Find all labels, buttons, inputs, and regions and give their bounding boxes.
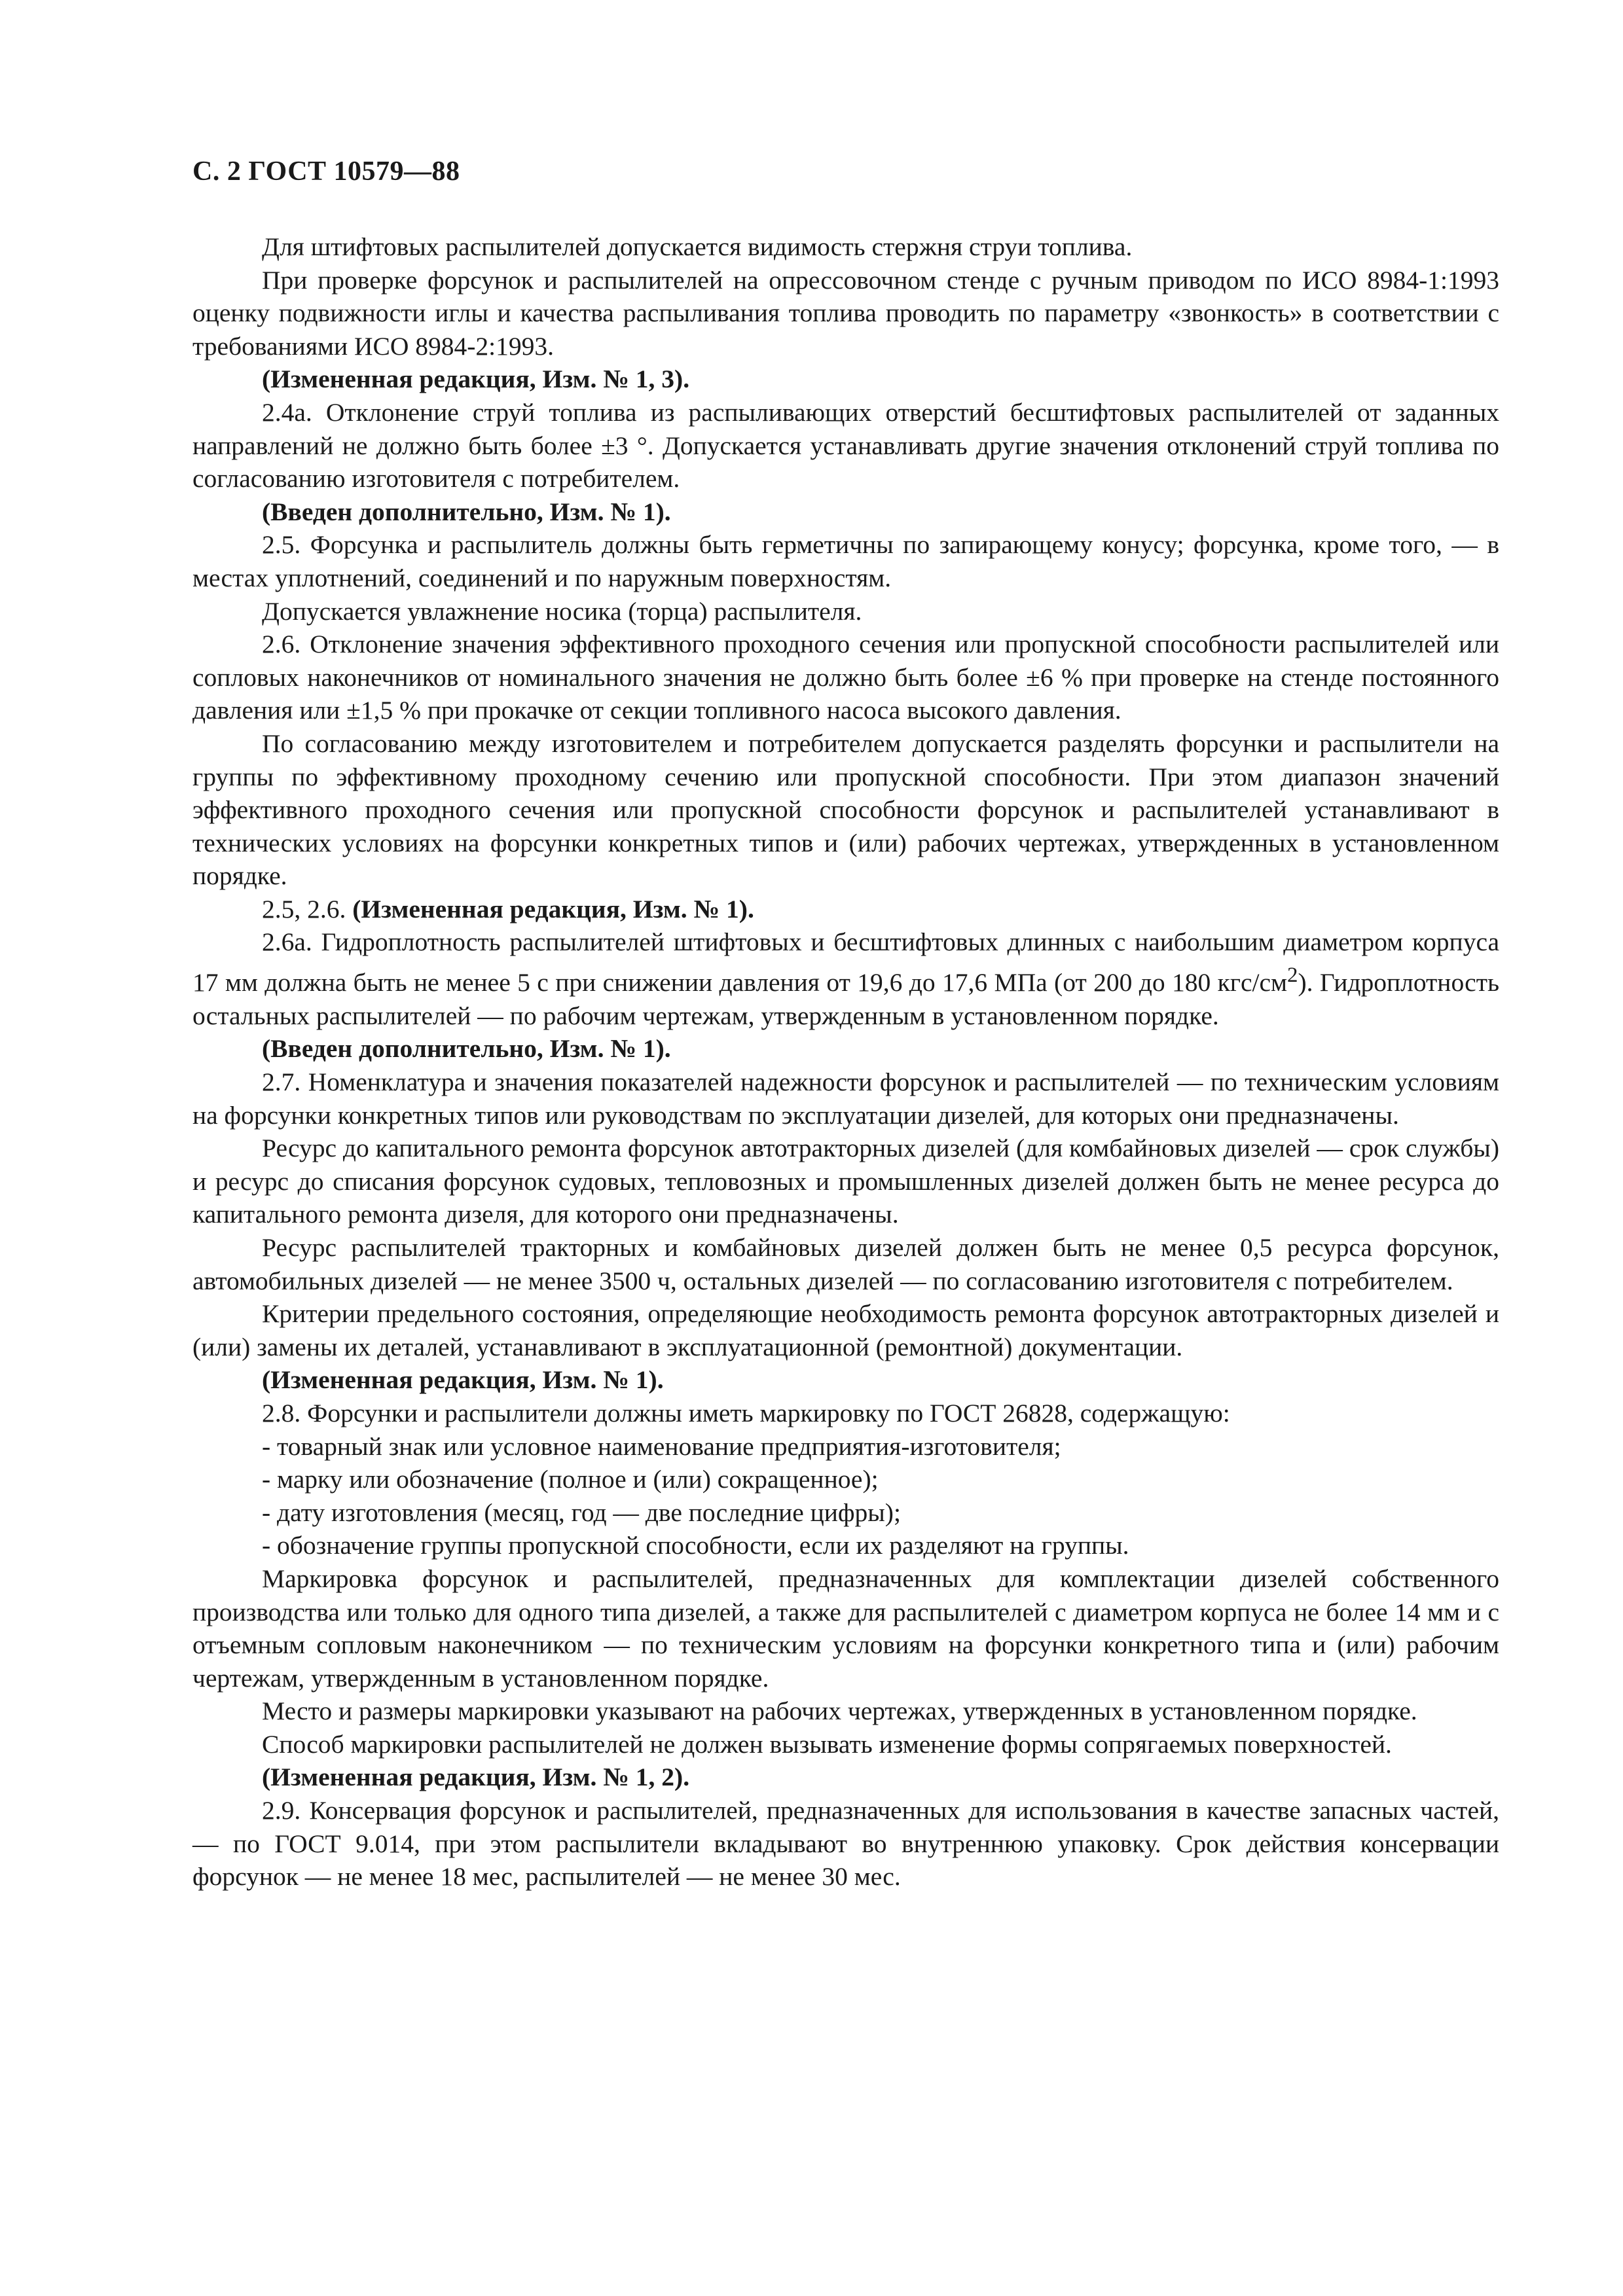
amendment-line	[192, 893, 1499, 926]
amendment-note: (Измененная редакция, Изм. № 1).	[352, 894, 754, 924]
list-item: - марку или обозначение (полное и (или) сокращенное);	[262, 1465, 879, 1494]
paragraph: Ресурс распылителей тракторных и комбайновых дизелей должен быть не менее 0,5 ресурса форсунок, автомобильных дизелей — не менее 3500 ч, остальных дизелей — по согласованию изготовителя с потребителем.	[192, 1232, 1499, 1295]
superscript: 2	[1287, 963, 1298, 988]
paragraph	[192, 925, 1499, 1032]
amendment-note: (Измененная редакция, Изм. № 1).	[262, 1365, 664, 1395]
paragraph: 2.6. Отклонение значения эффективного проходного сечения или пропускной способности распылителей или сопловых наконечников от номинального значения не должно быть более ±6 % при проверке на стенде постоянного давления или ±1,5 % при прокачке от секции топливного насоса высокого давления.	[192, 630, 1499, 725]
list-item: - товарный знак или условное наименование предприятия-изготовителя;	[262, 1431, 1061, 1461]
body-text	[192, 230, 1499, 1893]
paragraph: Маркировка форсунок и распылителей, предназначенных для комплектации дизелей собственного производства или только для одного типа дизелей, а также для распылителей с диаметром корпуса не более 14 мм и с отъемным сопловым наконечником — по техническим условиям на форсунки конкретного типа и (или) рабочим чертежам, утвержденным в установленном порядке.	[192, 1564, 1499, 1693]
paragraph: 2.5. Форсунка и распылитель должны быть герметичны по запирающему конусу; форсунка, кроме того, — в местах уплотнений, соединений и по наружным поверхностям.	[192, 530, 1499, 592]
paragraph-text: 2.6а. Гидроплотность распылителей штифтовых и бесштифтовых длинных с наибольшим диаметром корпуса 17 мм должна быть не менее 5 с при снижении давления от 19,6 до 17,6 МПа (от 200 до 180 кгс/см	[192, 927, 1499, 997]
amendment-note: (Измененная редакция, Изм. № 1, 2).	[262, 1763, 690, 1792]
amendment-note: (Измененная редакция, Изм. № 1, 3).	[262, 365, 690, 394]
paragraph: Ресурс до капитального ремонта форсунок автотракторных дизелей (для комбайновых дизелей — срок службы) и ресурс до списания форсунок судовых, тепловозных и промышленных дизелей должен быть не менее ресурса до капитального ремонта дизеля, для которого они предназначены.	[192, 1134, 1499, 1229]
list-item: - обозначение группы пропускной способности, если их разделяют на группы.	[262, 1531, 1129, 1560]
running-head: С. 2 ГОСТ 10579—88	[192, 156, 460, 187]
amendment-note: (Введен дополнительно, Изм. № 1).	[262, 1034, 671, 1064]
amendment-note: (Введен дополнительно, Изм. № 1).	[262, 497, 671, 526]
paragraph: Способ маркировки распылителей не должен вызывать изменение формы сопрягаемых поверхностей.	[262, 1729, 1392, 1759]
paragraph-text: ). Гидроплотность остальных распылителей — по рабочим чертежам, утвержденным в установленном порядке.	[192, 968, 1499, 1030]
paragraph: 2.8. Форсунки и распылители должны иметь маркировку по ГОСТ 26828, содержащую:	[262, 1398, 1230, 1427]
paragraph: Для штифтовых распылителей допускается видимость стержня струи топлива.	[262, 232, 1133, 261]
paragraph: По согласованию между изготовителем и потребителем допускается разделять форсунки и распылители на группы по эффективному проходному сечению или пропускной способности. При этом диапазон значений эффективного проходного сечения или пропускной способности форсунок и распылителей устанавливают в технических условиях на форсунки конкретных типов и (или) рабочих чертежах, утвержденных в установленном порядке.	[192, 728, 1499, 891]
paragraph: 2.9. Консервация форсунок и распылителей, предназначенных для использования в качестве запасных частей, — по ГОСТ 9.014, при этом распылители вкладывают во внутреннюю упаковку. Срок действия консервации форсунок — не менее 18 мес, распылителей — не менее 30 мес.	[192, 1796, 1499, 1892]
paragraph: При проверке форсунок и распылителей на опрессовочном стенде с ручным приводом по ИСО 8984-1:1993 оценку подвижности иглы и качества распыливания топлива проводить по параметру «звонкость» в соответствии с требованиями ИСО 8984-2:1993.	[192, 265, 1499, 361]
paragraph: 2.4а. Отклонение струй топлива из распыливающих отверстий бесштифтовых распылителей от заданных направлений не должно быть более ±3 °. Допускается устанавливать другие значения отклонений струй топлива по согласованию изготовителя с потребителем.	[192, 397, 1499, 493]
paragraph: Критерии предельного состояния, определяющие необходимость ремонта форсунок автотракторных дизелей и (или) замены их деталей, устанавливают в эксплуатационной (ремонтной) документации.	[192, 1299, 1499, 1361]
list-item: - дату изготовления (месяц, год — две последние цифры);	[262, 1498, 901, 1527]
paragraph: Допускается увлажнение носика (торца) распылителя.	[262, 596, 862, 626]
paragraph: Место и размеры маркировки указывают на рабочих чертежах, утвержденных в установленном порядке.	[262, 1696, 1417, 1726]
paragraph: 2.7. Номенклатура и значения показателей надежности форсунок и распылителей — по техническим условиям на форсунки конкретных типов или руководствам по эксплуатации дизелей, для которых они предназначены.	[192, 1067, 1499, 1130]
clause-numbers: 2.5, 2.6.	[262, 894, 346, 924]
